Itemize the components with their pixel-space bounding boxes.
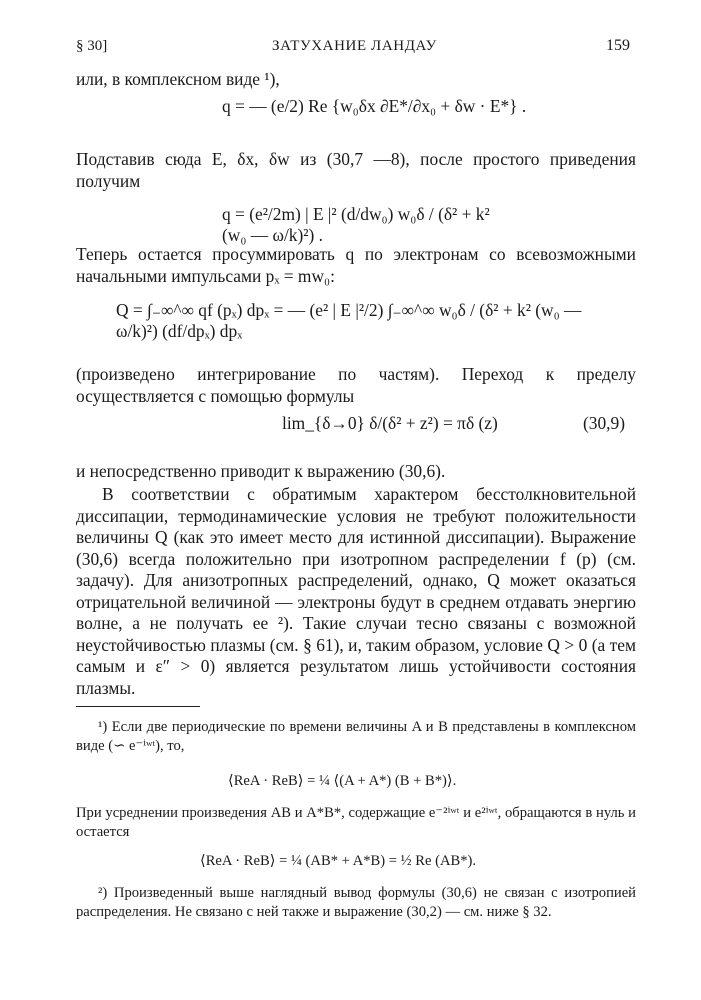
page-number: 159 [606, 37, 630, 54]
footnote-rule [76, 706, 200, 707]
paragraph-sum: Теперь остается просуммировать q по электронам со всевозможными начальными импульсами pₓ = mw₀: [76, 244, 636, 286]
running-title: ЗАТУХАНИЕ ЛАНДАУ [272, 38, 437, 54]
equation-q-re [222, 96, 527, 117]
intro-line: или, в комплексном виде ¹), [76, 69, 280, 89]
footnote-2-text: ²) Произведенный выше наглядный вывод формулы (30,6) не связан с изотропией распределения. Не связано с ней также и выражение (30,2) — см. ниже § 32. [76, 885, 636, 920]
equation-limit: lim_{δ→0} δ/(δ² + z²) = πδ (z) [282, 413, 498, 433]
leads-line: и непосредственно приводит к выражению (30,6). [76, 461, 446, 481]
footnote-1-text-2: При усреднении произведения AB и A*B*, содержащие e⁻²ⁱʷᵗ и e²ⁱʷᵗ, обращаются в нуль и остается [76, 805, 636, 840]
equation-q-final [222, 204, 502, 246]
paragraph-main: В соответствии с обратимым характером бесстолкновительной диссипации, термодинамические условия не требуют положительности величины Q (как это имеет место для истинной диссипации). Выражение (30,6) всегда положительно при изотропном распределении f (p) (см. задачу). Для анизотропных распределений, однако, Q может оказаться отрицательной величиной — электроны будут в среднем отдавать энергию волне, а не получать ее ²). Такие случаи тесно связаны с возможной неустойчивостью плазмы (см. § 61), и, таким образом, условие Q > 0 (а тем самым и ε″ > 0) является результатом лишь устойчивости состояния плазмы. [76, 484, 636, 698]
footnote-1-equation-1: ⟨ReA · ReB⟩ = ¼ ⟨(A + A*) (B + B*)⟩. [228, 773, 457, 789]
footnote-1-equation-2: ⟨ReA · ReB⟩ = ¼ (AB* + A*B) = ½ Re (AB*). [200, 853, 477, 869]
paragraph-parts: (произведено интегрирование по частям). Переход к пределу осуществляется с помощью формулы [76, 364, 636, 406]
equation-Q-integral-text: Q = ∫₋∞^∞ qf (pₓ) dpₓ = — (e² | E |²/2) ∫₋∞^∞ w₀δ / (δ² + k² (w₀ — ω/k)²) (df/dpₓ) dpₓ [116, 300, 582, 341]
section-marker: § 30] [76, 38, 108, 54]
equation-q-final-text: q = (e²/2m) | E |² (d/dw₀) w₀δ / (δ² + k² (w₀ — ω/k)²) . [222, 204, 490, 245]
footnote-1-text: ¹) Если две периодические по времени величины A и B представлены в комплексном виде (∽ e⁻ⁱʷᵗ), то, [76, 719, 636, 754]
equation-q-re-text: q = — (e/2) Re {w₀δx ∂E*/∂x₀ + δw · E*} . [222, 96, 527, 116]
equation-number: (30,9) [583, 413, 626, 433]
equation-Q-integral [116, 300, 606, 342]
paragraph-substituting: Подставив сюда E, δx, δw из (30,7 —8), после простого приведения получим [76, 149, 636, 191]
